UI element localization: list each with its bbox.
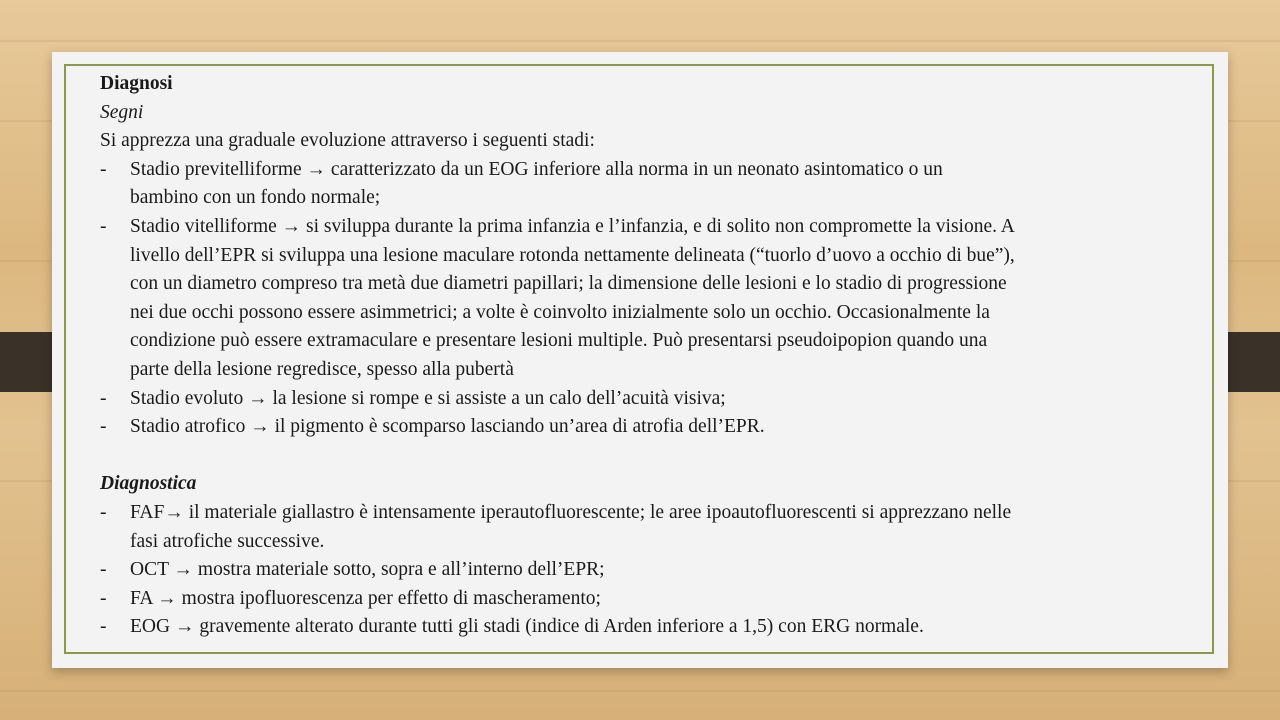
list-dash: - xyxy=(100,587,107,609)
arrow-icon: → xyxy=(173,559,194,581)
item-term: Stadio previtelliforme xyxy=(130,158,302,180)
list-dash: - xyxy=(100,215,107,237)
subheading-segni: Segni xyxy=(100,101,144,123)
arrow-icon: → xyxy=(306,158,327,180)
list-item xyxy=(100,556,1190,585)
wood-grain xyxy=(0,690,1280,692)
arrow-icon: → xyxy=(164,501,184,523)
list-item xyxy=(100,156,1190,213)
subheading-diagnostica: Diagnostica xyxy=(100,473,197,495)
item-term: Stadio evoluto xyxy=(130,387,244,409)
arrow-icon: → xyxy=(174,616,195,638)
list-dash: - xyxy=(100,559,107,581)
item-text: fasi atrofiche successive. xyxy=(130,530,325,552)
list-dash: - xyxy=(100,616,107,638)
list-item xyxy=(100,499,1190,556)
item-text: condizione può essere extramaculare e presentare lesioni multiple. Può presentarsi pseudoipopion quando una xyxy=(130,330,988,352)
list-item xyxy=(100,213,1190,385)
arrow-icon: → xyxy=(281,215,302,237)
item-text: parte della lesione regredisce, spesso alla pubertà xyxy=(130,358,514,380)
list-dash: - xyxy=(100,501,107,523)
item-text: con un diametro compreso tra metà due diametri papillari; la dimensione delle lesioni e lo stadio di progressione xyxy=(130,273,1007,295)
item-text: il materiale giallastro è intensamente iperautofluorescente; le aree ipoautofluorescenti si apprezzano nelle xyxy=(188,501,1012,523)
item-term: Stadio atrofico xyxy=(130,416,246,438)
item-text: nei due occhi possono essere asimmetrici; a volte è coinvolto inizialmente solo un occhio. Occasionalmente la xyxy=(130,301,990,323)
item-text: la lesione si rompe e si assiste a un calo dell’acuità visiva; xyxy=(272,387,726,409)
item-text: mostra ipofluorescenza per effetto di mascheramento; xyxy=(181,587,601,609)
item-text: livello dell’EPR si sviluppa una lesione maculare rotonda nettamente delineata (“tuorlo d’uovo a occhio di bue”), xyxy=(130,244,1015,266)
list-dash: - xyxy=(100,387,107,409)
item-text: mostra materiale sotto, sopra e all’interno dell’EPR; xyxy=(197,559,605,581)
item-text: caratterizzato da un EOG inferiore alla norma in un neonato asintomatico o un xyxy=(330,158,943,180)
item-text: il pigmento è scomparso lasciando un’area di atrofia dell’EPR. xyxy=(274,416,765,438)
arrow-icon: → xyxy=(157,587,177,609)
item-term: FA xyxy=(130,587,153,609)
spacer xyxy=(100,442,1190,471)
item-term: EOG xyxy=(130,616,171,638)
wood-grain xyxy=(0,40,1280,42)
slide-content xyxy=(100,70,1190,642)
heading-diagnosi: Diagnosi xyxy=(100,73,173,94)
item-term: OCT xyxy=(130,559,169,581)
arrow-icon: → xyxy=(248,387,268,409)
segni-intro: Si apprezza una graduale evoluzione attraverso i seguenti stadi: xyxy=(100,130,595,152)
item-text: gravemente alterato durante tutti gli stadi (indice di Arden inferiore a 1,5) con ERG normale. xyxy=(199,616,924,638)
arrow-icon: → xyxy=(250,416,270,438)
list-dash: - xyxy=(100,158,107,180)
item-term: FAF xyxy=(130,501,165,523)
item-text: si sviluppa durante la prima infanzia e l’infanzia, e di solito non compromette la visione. A xyxy=(306,215,1015,237)
list-item xyxy=(100,613,1190,642)
list-dash: - xyxy=(100,416,107,438)
item-term: Stadio vitelliforme xyxy=(130,215,277,237)
item-text: bambino con un fondo normale; xyxy=(130,187,381,209)
list-item xyxy=(100,585,1190,614)
list-item xyxy=(100,413,1190,442)
list-item xyxy=(100,385,1190,414)
